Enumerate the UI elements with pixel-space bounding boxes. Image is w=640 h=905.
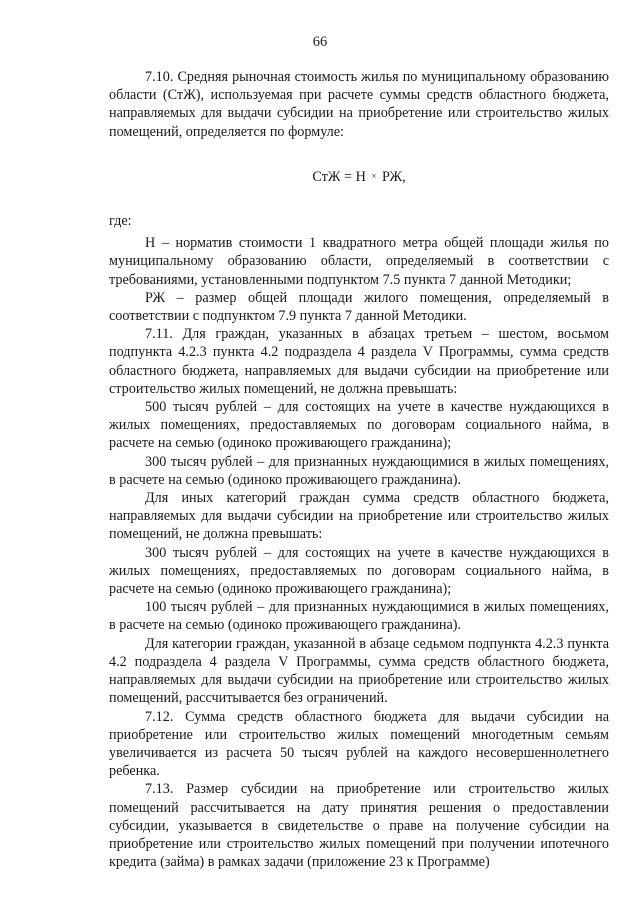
page-number: 66	[312, 34, 328, 50]
document-body	[109, 68, 609, 871]
paragraph-300-thousand-a: 300 тысяч рублей – для признанных нуждающимися в жилых помещениях, в расчете на семью (одиноко проживающего гражданина).	[109, 453, 609, 488]
definition-rzh: РЖ – размер общей площади жилого помещения, определяемый в соответствии с подпунктом 7.9 пункта 7 данной Методики.	[109, 289, 609, 325]
paragraph-500-thousand: 500 тысяч рублей – для состоящих на учете в качестве нуждающихся в жилых помещениях, предоставляемых по договорам социального найма, в расчете на семью (одиноко проживающего гражданина);	[109, 399, 609, 452]
multiply-sign: ×	[371, 170, 377, 181]
paragraph-7-13: 7.13. Размер субсидии на приобретение или строительство жилых помещений рассчитывается на дату принятия решения о предоставлении субсидии, указывается в свидетельстве о праве на получение субсидии на приобретение или строительство жилых помещений при получении ипотечного кредита (займа) в рамках задачи (приложение 23 к Программе)	[109, 781, 609, 871]
definition-n: Н – норматив стоимости 1 квадратного метра общей площади жилья по муниципальному образованию области, определяемый в соответствии с требованиями, установленными подпунктом 7.5 пункта 7 данной Методики;	[109, 235, 609, 288]
formula-right: РЖ,	[382, 168, 406, 185]
formula-left: СтЖ = Н	[312, 168, 366, 185]
paragraph-100-thousand: 100 тысяч рублей – для признанных нуждающимися в жилых помещениях, в расчете на семью (одиноко проживающего гражданина).	[109, 599, 609, 634]
paragraph-category-seventh: Для категории граждан, указанной в абзаце седьмом подпункта 4.2.3 пункта 4.2 подраздела 4 раздела V Программы, сумма средств областного бюджета, направляемых для выдачи субсидии на приобретение или строительство жилых помещений, рассчитывается без ограничений.	[109, 635, 609, 707]
paragraph-7-12: 7.12. Сумма средств областного бюджета для выдачи субсидии на приобретение или строительство жилых помещений многодетным семьям увеличивается из расчета 50 тысяч рублей на каждого несовершеннолетнего ребенка.	[109, 708, 609, 780]
where-label: где:	[109, 213, 132, 230]
paragraph-7-10-intro: 7.10. Средняя рыночная стоимость жилья по муниципальному образованию области (СтЖ), используемая при расчете суммы средств областного бюджета, направляемых для выдачи субсидии на приобретение или строительство жилых помещений, определяется по формуле:	[109, 69, 609, 140]
paragraph-other-categories: Для иных категорий граждан сумма средств областного бюджета, направляемых для выдачи субсидии на приобретение или строительство жилых помещений, не должна превышать:	[109, 490, 609, 543]
paragraph-300-thousand-b: 300 тысяч рублей – для состоящих на учете в качестве нуждающихся в жилых помещениях, предоставляемых по договорам социального найма, в расчете на семью (одиноко проживающего гражданина);	[109, 544, 609, 598]
formula	[109, 167, 609, 186]
paragraph-7-11-intro: 7.11. Для граждан, указанных в абзацах третьем – шестом, восьмом подпункта 4.2.3 пункта 4.2 подраздела 4 раздела V Программы, сумма средств областного бюджета, направляемых для выдачи субсидии на приобретение или строительство жилых помещений, не должна превышать:	[109, 326, 609, 397]
